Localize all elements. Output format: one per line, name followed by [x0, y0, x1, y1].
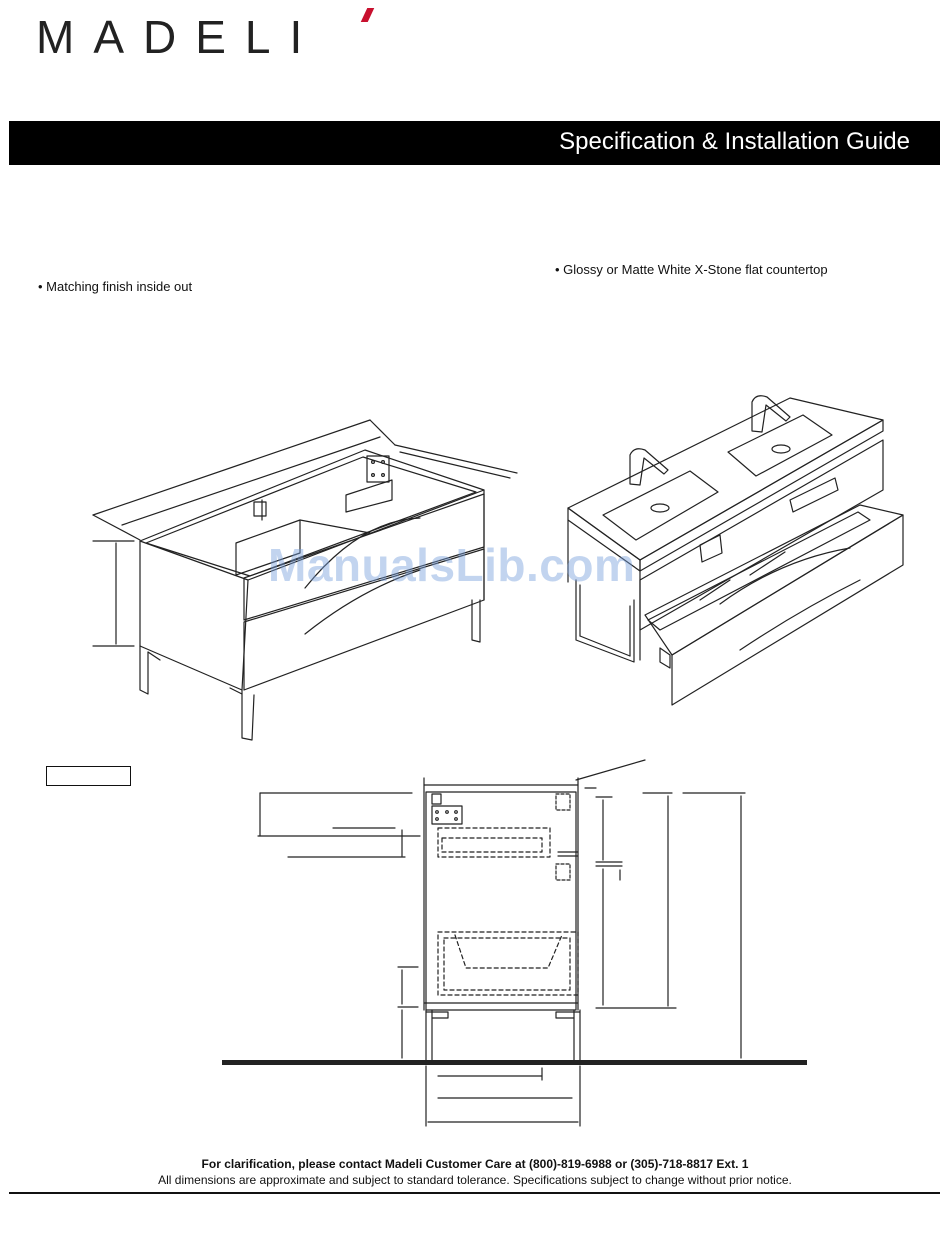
drawing-label-box	[46, 766, 131, 786]
brand-name: MADELI	[36, 11, 322, 63]
feature-finish: • Matching finish inside out	[38, 279, 193, 294]
feature-countertop: • Glossy or Matte White X-Stone flat countertop	[555, 262, 828, 277]
side-section-drawing	[258, 760, 745, 1126]
floor-line	[222, 1060, 807, 1065]
footer-divider	[9, 1192, 940, 1194]
watermark: ManualsLib.com	[268, 539, 636, 591]
footer-contact: For clarification, please contact Madeli Customer Care at (800)-819-6988 or (305)-718-8817 Ext. 1	[201, 1157, 749, 1171]
page-title: Specification & Installation Guide	[559, 128, 910, 155]
footer-disclaimer: All dimensions are approximate and subject to standard tolerance. Specifications subject to change without prior notice.	[158, 1173, 792, 1187]
